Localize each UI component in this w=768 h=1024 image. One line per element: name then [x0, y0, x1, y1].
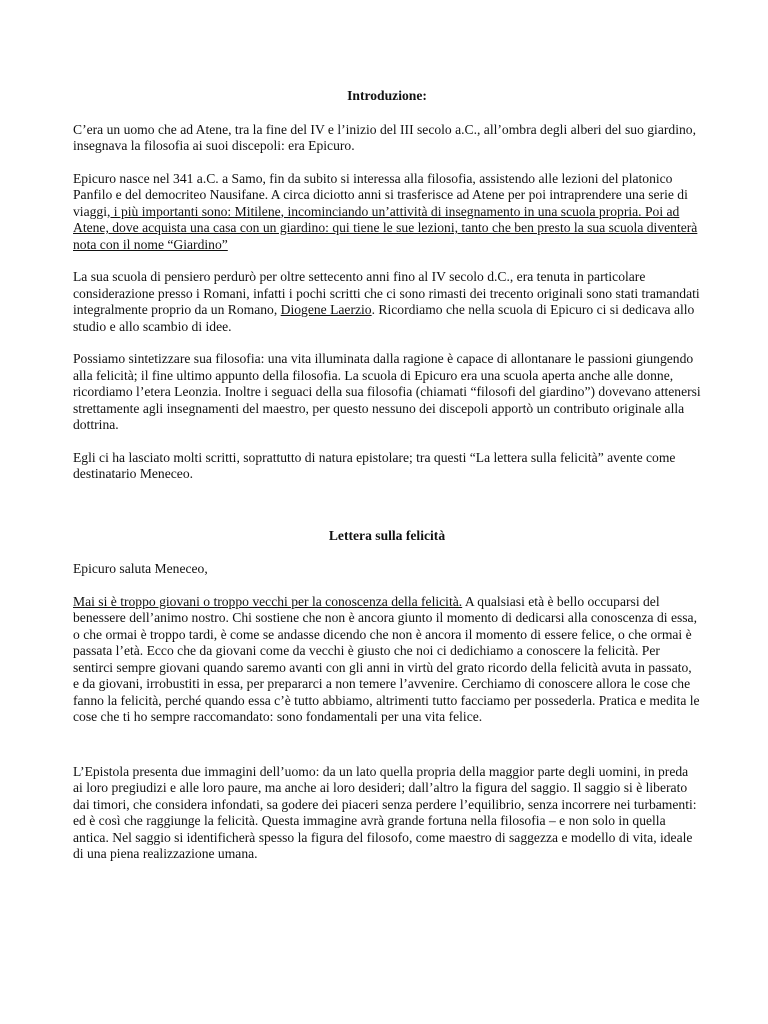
- intro-paragraph-5: Egli ci ha lasciato molti scritti, soprattutto di natura epistolare; tra questi “La lettera sulla felicità” avente come destinatario Meneceo.: [73, 449, 676, 481]
- intro-paragraph-2-text: Epicuro nasce nel 341 a.C. a Samo, fin da subito si interessa alla filosofia, assistendo alle lezioni del platonico Panfilo e del democriteo Nausifane. A circa diciotto anni si trasferisce ad Atene per poi intraprendere una serie di viaggi: [73, 170, 688, 219]
- intro-heading: Introduzione:: [347, 88, 427, 103]
- letter-salutation: Epicuro saluta Meneceo,: [73, 561, 208, 576]
- intro-paragraph-4: Possiamo sintetizzare sua filosofia: una vita illuminata dalla ragione è capace di allontanare le passioni giungendo alla felicità; il fine ultimo appunto della filosofia. La scuola di Epicuro era una scuola aperta anche alle donne, ricordiamo l’etera Leonzia. Inoltre i seguaci della sua filosofia (chiamati “filosofi del giardino”) dovevano attenersi strettamente agli insegnamenti del maestro, per questo nessuno dei discepoli apportò un contributo originale alla dottrina.: [73, 351, 701, 432]
- letter-heading: Lettera sulla felicità: [328, 527, 446, 543]
- letter-paragraph-1: [73, 594, 701, 726]
- intro-paragraph-2: [73, 171, 701, 254]
- intro-paragraph-3-tail: . Ricordiamo che nella scuola di Epicuro ci si dedicava allo studio e allo scambio di idee.: [73, 302, 695, 334]
- intro-paragraph-3-text: La sua scuola di pensiero perdurò per oltre settecento anni fino al IV secolo d.C., era tenuta in particolare considerazione presso i Romani, infatti i pochi scritti che ci sono rimasti dei trecento originali sono stati tramandati integralmente proprio da un Romano,: [73, 269, 700, 317]
- diogene-laerzio-underlined: Diogene Laerzio: [280, 302, 372, 317]
- document-page: [73, 88, 701, 863]
- letter-paragraph-1-text: A qualsiasi età è bello occuparsi del benessere dell’animo nostro. Chi sostiene che non è ancora giunto il momento di dedicarsi alla conoscenza di essa, o che ormai è troppo tardi, è come se andasse dicendo che non è ancora il momento di essere felice, o che ormai è passata l’età. Ecco che da giovani come da vecchi è giusto che noi ci dedichiamo a conoscere la felicità. Per sentirci sempre giovani quando saremo avanti con gli anni in virtù del grato ricordo della felicità avuta in passato, e da giovani, irrobustiti in essa, per prepararci a non temere l’avvenire. Cerchiamo di conoscere allora le cose che fanno la felicità, perché quando essa c’è tutto abbiamo, altrimenti tutto facciamo per possederla. Pratica e medita le cose che ti ho sempre raccomandato: sono fondamentali per una vita felice.: [73, 593, 700, 724]
- intro-paragraph-2-underlined: , i più importanti sono: Mitilene, incominciando un’attività di insegnamento in una scuola propria. Poi ad Atene, dove acquista una casa con un giardino: qui tiene le sue lezioni, tanto che ben presto la sua scuola diventerà nota con il nome “Giardino”: [73, 203, 698, 252]
- intro-paragraph-1: C’era un uomo che ad Atene, tra la fine del IV e l’inizio del III secolo a.C., all’ombra degli alberi del suo giardino, insegnava la filosofia ai suoi discepoli: era Epicuro.: [73, 121, 696, 153]
- intro-paragraph-3: [73, 269, 701, 335]
- letter-paragraph-1-underlined: Mai si è troppo giovani o troppo vecchi per la conoscenza della felicità.: [73, 593, 463, 609]
- commentary-paragraph-1: L’Epistola presenta due immagini dell’uomo: da un lato quella propria della maggior parte degli uomini, in preda ai loro pregiudizi e alle loro paure, ma anche ai loro desideri; dall’altro la figura del saggio. Il saggio si è liberato dai timori, che considera infondati, sa godere dei piaceri senza perdere l’equilibrio, senza incorrere nei turbamenti: ed è così che raggiunge la felicità. Questa immagine avrà grande fortuna nella filosofia – e non solo in quella antica. Nel saggio si identificherà spesso la figura del filosofo, come maestro di saggezza e modello di vita, ideale di una piena realizzazione umana.: [73, 763, 697, 861]
